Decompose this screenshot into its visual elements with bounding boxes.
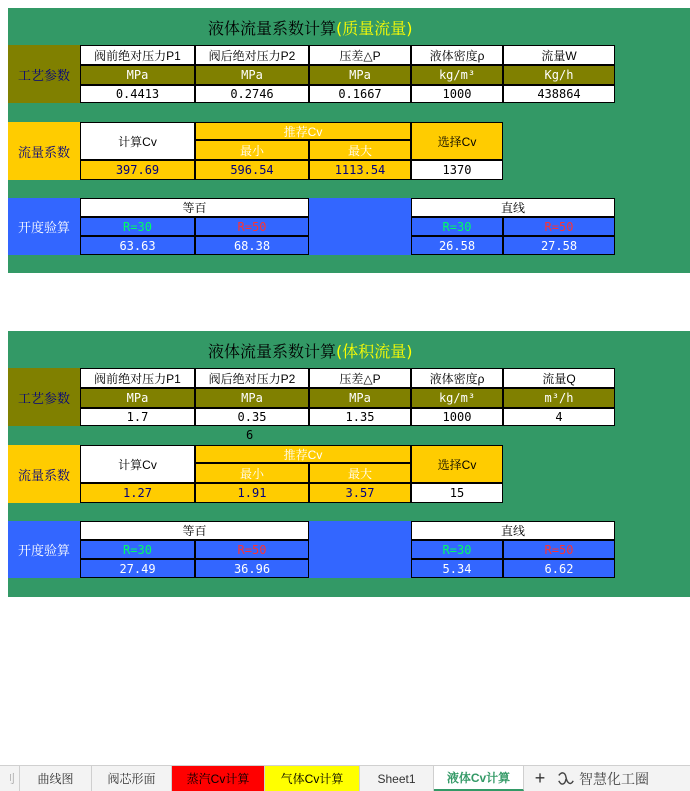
- value-dp[interactable]: 1.35: [309, 408, 411, 426]
- linear-label[interactable]: 直线: [411, 198, 615, 217]
- title-sub: (体积流量): [336, 342, 413, 361]
- header-density[interactable]: 液体密度ρ: [411, 45, 503, 65]
- calc-cv-value[interactable]: 1.27: [80, 483, 195, 503]
- value-density[interactable]: 1000: [411, 85, 503, 103]
- sheet-tab-bar: [0, 765, 690, 791]
- mass-flow-panel: [8, 8, 690, 273]
- unit-flow[interactable]: m³/h: [503, 388, 615, 408]
- eq-r50-label[interactable]: R=50: [195, 540, 309, 559]
- volume-flow-panel: [8, 331, 690, 597]
- value-flow[interactable]: 4: [503, 408, 615, 426]
- eq-r30-value[interactable]: 27.49: [80, 559, 195, 578]
- value-p1[interactable]: 0.4413: [80, 85, 195, 103]
- lin-r50-label[interactable]: R=50: [503, 540, 615, 559]
- value-p2[interactable]: 0.2746: [195, 85, 309, 103]
- unit-dp[interactable]: MPa: [309, 65, 411, 85]
- eq-r30-label[interactable]: R=30: [80, 540, 195, 559]
- rec-cv-label[interactable]: 推荐Cv: [195, 122, 411, 140]
- value-dp[interactable]: 0.1667: [309, 85, 411, 103]
- tab-partial[interactable]: 刂: [0, 766, 20, 791]
- title-sub: (质量流量): [336, 19, 413, 38]
- max-label[interactable]: 最大: [309, 140, 411, 160]
- min-cv-value[interactable]: 596.54: [195, 160, 309, 180]
- value-flow[interactable]: 438864: [503, 85, 615, 103]
- process-label: 工艺参数: [8, 45, 80, 103]
- value-p1[interactable]: 1.7: [80, 408, 195, 426]
- lin-r30-label[interactable]: R=30: [411, 217, 503, 236]
- header-p2[interactable]: 阀后绝对压力P2: [195, 45, 309, 65]
- panel-title: [208, 16, 413, 40]
- flow-coef-label: 流量系数: [8, 445, 80, 503]
- add-sheet-icon[interactable]: +: [534, 768, 546, 788]
- lin-r30-label[interactable]: R=30: [411, 540, 503, 559]
- header-flow[interactable]: 流量W: [503, 45, 615, 65]
- tab-gas-cv[interactable]: 气体Cv计算: [265, 766, 360, 791]
- watermark: [557, 769, 649, 789]
- unit-flow[interactable]: Kg/h: [503, 65, 615, 85]
- tab-sheet1[interactable]: Sheet1: [360, 766, 434, 791]
- flow-coef-label: 流量系数: [8, 122, 80, 180]
- opening-check-label: 开度验算: [8, 198, 80, 255]
- header-p2[interactable]: 阀后绝对压力P2: [195, 368, 309, 388]
- lin-r30-value[interactable]: 5.34: [411, 559, 503, 578]
- blue-gap-cell[interactable]: [309, 198, 411, 255]
- header-density[interactable]: 液体密度ρ: [411, 368, 503, 388]
- lin-r30-value[interactable]: 26.58: [411, 236, 503, 255]
- unit-p1[interactable]: MPa: [80, 388, 195, 408]
- select-cv-value[interactable]: 15: [411, 483, 503, 503]
- eq-r50-value[interactable]: 36.96: [195, 559, 309, 578]
- unit-density[interactable]: kg/m³: [411, 388, 503, 408]
- max-cv-value[interactable]: 3.57: [309, 483, 411, 503]
- process-label: 工艺参数: [8, 368, 80, 426]
- unit-density[interactable]: kg/m³: [411, 65, 503, 85]
- max-label[interactable]: 最大: [309, 463, 411, 483]
- rec-cv-label[interactable]: 推荐Cv: [195, 445, 411, 463]
- min-cv-value[interactable]: 1.91: [195, 483, 309, 503]
- stray-cell-value[interactable]: 6: [246, 428, 254, 442]
- title-main: 液体流量系数计算: [208, 19, 337, 38]
- equal-pct-label[interactable]: 等百: [80, 198, 309, 217]
- tab-liquid-cv[interactable]: 液体Cv计算: [434, 766, 524, 791]
- lin-r50-label[interactable]: R=50: [503, 217, 615, 236]
- eq-r30-value[interactable]: 63.63: [80, 236, 195, 255]
- tab-curve[interactable]: 曲线图: [20, 766, 92, 791]
- calc-cv-label[interactable]: 计算Cv: [80, 445, 195, 483]
- unit-p1[interactable]: MPa: [80, 65, 195, 85]
- tab-valve-core[interactable]: 阀芯形面: [92, 766, 172, 791]
- header-dp[interactable]: 压差△P: [309, 368, 411, 388]
- header-dp[interactable]: 压差△P: [309, 45, 411, 65]
- min-label[interactable]: 最小: [195, 140, 309, 160]
- header-p1[interactable]: 阀前绝对压力P1: [80, 45, 195, 65]
- title-main: 液体流量系数计算: [208, 342, 337, 361]
- lin-r50-value[interactable]: 27.58: [503, 236, 615, 255]
- unit-p2[interactable]: MPa: [195, 388, 309, 408]
- linear-label[interactable]: 直线: [411, 521, 615, 540]
- header-p1[interactable]: 阀前绝对压力P1: [80, 368, 195, 388]
- select-cv-value[interactable]: 1370: [411, 160, 503, 180]
- select-cv-label[interactable]: 选择Cv: [411, 445, 503, 483]
- wechat-channel-icon: [557, 770, 575, 788]
- value-density[interactable]: 1000: [411, 408, 503, 426]
- panel-title: [208, 339, 413, 363]
- unit-dp[interactable]: MPa: [309, 388, 411, 408]
- header-flow[interactable]: 流量Q: [503, 368, 615, 388]
- calc-cv-value[interactable]: 397.69: [80, 160, 195, 180]
- value-p2[interactable]: 0.35: [195, 408, 309, 426]
- watermark-text: 智慧化工圈: [579, 771, 649, 787]
- lin-r50-value[interactable]: 6.62: [503, 559, 615, 578]
- tab-steam-cv[interactable]: 蒸汽Cv计算: [172, 766, 265, 791]
- select-cv-label[interactable]: 选择Cv: [411, 122, 503, 160]
- eq-r30-label[interactable]: R=30: [80, 217, 195, 236]
- equal-pct-label[interactable]: 等百: [80, 521, 309, 540]
- opening-check-label: 开度验算: [8, 521, 80, 578]
- max-cv-value[interactable]: 1113.54: [309, 160, 411, 180]
- calc-cv-label[interactable]: 计算Cv: [80, 122, 195, 160]
- blue-gap-cell[interactable]: [309, 521, 411, 578]
- unit-p2[interactable]: MPa: [195, 65, 309, 85]
- min-label[interactable]: 最小: [195, 463, 309, 483]
- eq-r50-label[interactable]: R=50: [195, 217, 309, 236]
- eq-r50-value[interactable]: 68.38: [195, 236, 309, 255]
